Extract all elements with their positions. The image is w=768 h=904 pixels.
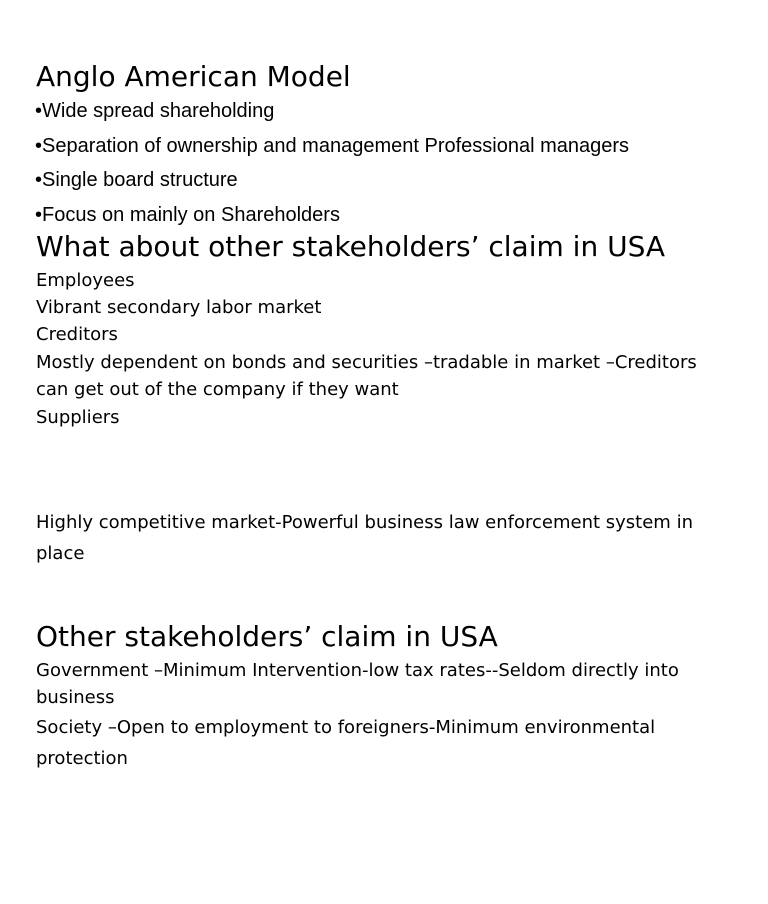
heading-other-stakeholders-usa: Other stakeholders’ claim in USA (36, 620, 498, 653)
text-secondary-labor-market: Vibrant secondary labor market (36, 297, 322, 318)
bullet-focus-on-shareholders: •Focus on mainly on Shareholders (35, 204, 340, 226)
bullet-wide-spread-shareholding: •Wide spread shareholding (35, 100, 275, 122)
text-government: Government –Minimum Intervention-low tax rates--Seldom directly into business (36, 660, 679, 708)
text-suppliers-detail: Highly competitive market-Powerful business law enforcement system in place (36, 512, 693, 564)
text-suppliers: Suppliers (36, 407, 120, 428)
text-creditors: Creditors (36, 324, 118, 345)
text-society: Society –Open to employment to foreigners-Minimum environmental protection (36, 717, 656, 769)
text-employees: Employees (36, 270, 135, 291)
bullet-separation-of-ownership: •Separation of ownership and management Professional managers (35, 135, 630, 157)
text-creditors-detail: Mostly dependent on bonds and securities –tradable in market –Creditors can get out of the company if they want (36, 352, 697, 400)
bullet-single-board-structure: •Single board structure (35, 169, 238, 191)
heading-other-stakeholders-claim: What about other stakeholders’ claim in USA (36, 230, 666, 263)
heading-anglo-american-model: Anglo American Model (36, 60, 351, 93)
